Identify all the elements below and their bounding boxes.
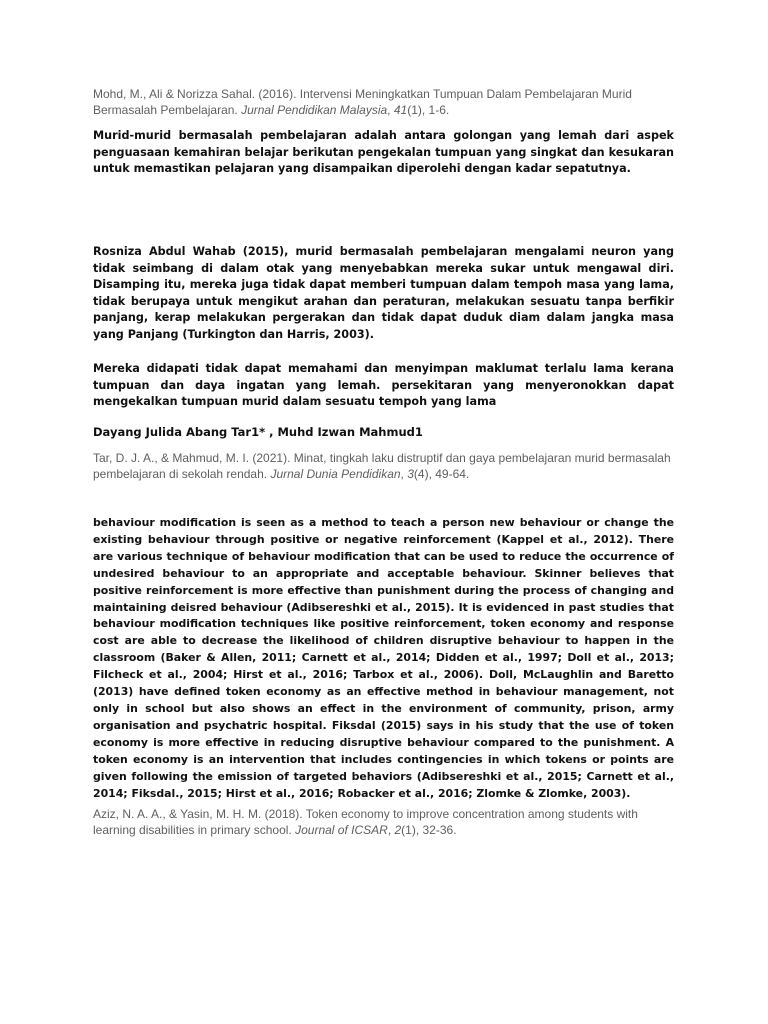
ref-volume: 3: [407, 467, 414, 481]
paragraph-murid-lemah: Murid-murid bermasalah pembelajaran adalah antara golongan yang lemah dari aspek penguasaan kemahiran belajar berikutan pengekalan tumpuan yang singkat dan kesukaran untuk memastikan pelajaran yang disampaikan diperolehi dengan kadar sepatutnya.: [93, 129, 674, 176]
ref-text: Aziz, N. A. A., & Yasin, M. H. M. (2018). Token economy to improve concentration among students with learning disabilities in primary school.: [93, 807, 638, 837]
ref-rest: (1), 1-6.: [407, 103, 450, 117]
ref-journal: Journal of ICSAR: [295, 823, 388, 837]
reference-mohd-2016: [93, 86, 674, 118]
ref-rest: (1), 32-36.: [401, 823, 457, 837]
ref-journal: Jurnal Pendidikan Malaysia: [241, 103, 388, 117]
ref-sep: ,: [400, 467, 408, 481]
ref-sep: ,: [387, 103, 394, 117]
author-line: Dayang Julida Abang Tar1* , Muhd Izwan Mahmud1: [93, 425, 423, 439]
ref-text: Mohd, M., Ali & Norizza Sahal. (2016). Intervensi Meningkatkan Tumpuan Dalam Pembelajaran Murid Bermasalah Pembelajaran.: [93, 87, 632, 117]
reference-tar-2021: [93, 450, 674, 482]
ref-text: Tar, D. J. A., & Mahmud, M. I. (2021). Minat, tingkah laku distruptif dan gaya pembelajaran murid bermasalah pembelajaran di sekolah rendah.: [93, 451, 671, 481]
ref-sep: ,: [387, 823, 395, 837]
paragraph-behaviour-modification: behaviour modification is seen as a method to teach a person new behaviour or change the existing behaviour through positive or negative reinforcement (Kappel et al., 2012). There are various technique of behaviour modification that can be used to reduce the occurrence of undesired behaviour to an appropriate and acceptable behaviour. Skinner believes that positive reinforcement is more effective than punishment during the process of changing and maintaining deisred behaviour (Adibsereshki et al., 2015). It is evidenced in past studies that behaviour modification techniques like positive reinforcement, token economy and response cost are able to decrease the likelihood of children disruptive behaviour to happen in the classroom (Baker & Allen, 2011; Carnett et al., 2014; Didden et al., 1997; Doll et al., 2013; Filcheck et al., 2004; Hirst et al., 2016; Tarbox et al., 2006). Doll, McLaughlin and Baretto (2013) have defined token economy as an effective method in behaviour management, not only in school but also shows an effect in the environment of community, prison, army organisation and psychatric hospital. Fiksdal (2015) says in his study that the use of token economy is more effective in reducing disruptive behaviour compared to the punishment. A token economy is an intervention that includes contingencies in which tokens or points are given following the emission of targeted behaviors (Adibsereshki et al., 2015; Carnett et al., 2014; Fiksdal., 2015; Hirst et al., 2016; Robacker et al., 2016; Zlomke & Zlomke, 2003).: [93, 516, 674, 800]
paragraph-rosniza: Rosniza Abdul Wahab (2015), murid bermasalah pembelajaran mengalami neuron yang tidak seimbang di dalam otak yang menyebabkan mereka sukar untuk mengawal diri. Disamping itu, mereka juga tidak dapat memberi tumpuan dalam tempoh masa yang lama, tidak berupaya untuk mengikut arahan dan peraturan, melakukan sesuatu tanpa berfikir panjang, kerap melakukan pergerakan dan tidak dapat duduk diam dalam jangka masa yang Panjang (Turkington dan Harris, 2003).: [93, 245, 674, 341]
paragraph-mereka-didapati: Mereka didapati tidak dapat memahami dan menyimpan maklumat terlalu lama kerana tumpuan dan daya ingatan yang lemah. persekitaran yang menyeronokkan dapat mengekalkan tumpuan murid dalam sesuatu tempoh yang lama: [93, 362, 674, 409]
reference-aziz-2018: [93, 806, 674, 838]
ref-journal: Jurnal Dunia Pendidikan: [270, 467, 401, 481]
ref-volume: 41: [393, 103, 408, 117]
ref-volume: 2: [394, 823, 402, 837]
ref-rest: (4), 49-64.: [413, 467, 470, 481]
